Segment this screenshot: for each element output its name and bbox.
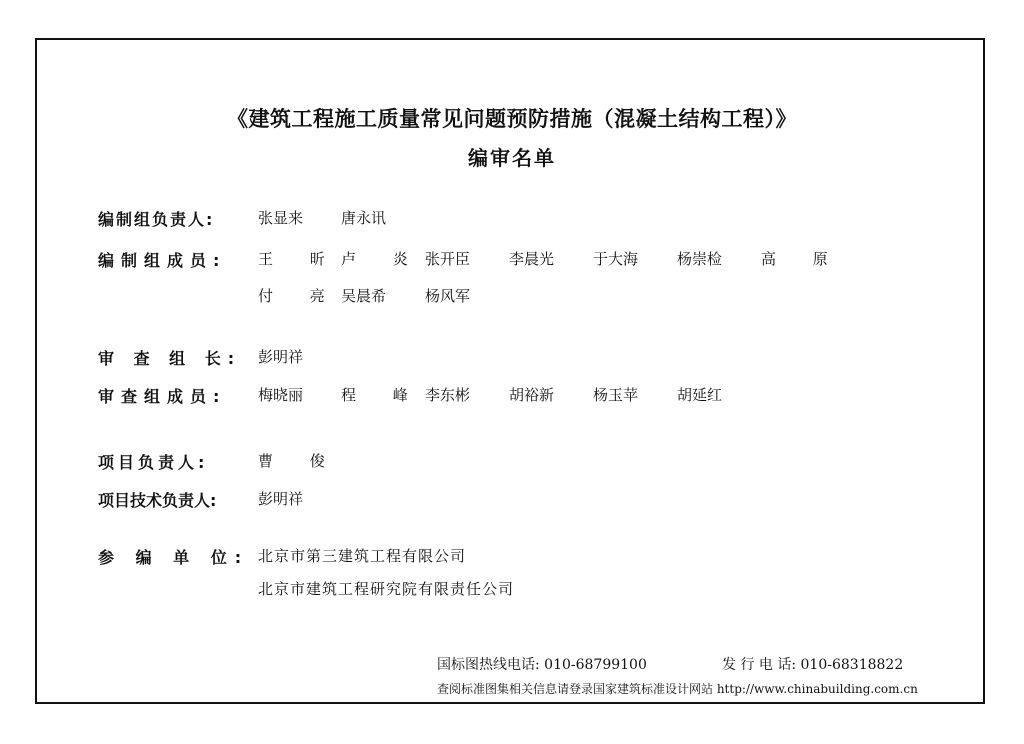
hotline-phone: 国标图热线电话: 010-68799100: [437, 657, 647, 673]
label-compile-leader: 编制组负责人:: [98, 210, 215, 229]
participant-org: 北京市建筑工程研究院有限责任公司: [258, 580, 515, 598]
person-name: 卢 炎: [341, 250, 424, 268]
document-subtitle: 编审名单: [468, 146, 556, 170]
person-name: 梅晓丽: [258, 386, 304, 404]
document-title: 《建筑工程施工质量常见问题预防措施（混凝土结构工程）》: [227, 107, 797, 131]
person-name: 吴晨希: [341, 287, 387, 305]
label-project-leader: 项目负责人:: [98, 453, 209, 472]
person-name: 唐永讯: [341, 209, 387, 227]
person-name: 高 原: [761, 250, 844, 268]
person-name: 杨玉苹: [593, 386, 639, 404]
person-name: 曹 俊: [258, 452, 341, 470]
person-name: 杨崇检: [677, 250, 723, 268]
label-compile-members: 编制组成员:: [98, 251, 227, 270]
person-name: 彭明祥: [258, 490, 304, 508]
person-name: 彭明祥: [258, 348, 304, 366]
person-name: 胡裕新: [509, 386, 555, 404]
person-name: 李东彬: [425, 386, 471, 404]
participant-org: 北京市第三建筑工程有限公司: [258, 547, 467, 565]
person-name: 程 峰: [341, 386, 424, 404]
person-name: 付 亮: [258, 287, 341, 305]
distribution-phone: 发 行 电 话: 010-68318822: [722, 657, 904, 673]
label-review-members: 审查组成员:: [98, 387, 227, 406]
person-name: 张显来: [258, 209, 304, 227]
label-project-tech-leader: 项目技术负责人:: [98, 491, 217, 510]
page-border: [35, 38, 985, 704]
person-name: 李晨光: [509, 250, 555, 268]
person-name: 张开臣: [425, 250, 471, 268]
person-name: 王 昕: [258, 250, 341, 268]
label-participants: 参 编 单 位:: [98, 548, 250, 567]
label-review-leader: 审 查 组 长:: [98, 349, 242, 368]
person-name: 杨风军: [425, 287, 471, 305]
person-name: 于大海: [593, 250, 639, 268]
website-note: 查阅标准图集相关信息请登录国家建筑标准设计网站 http://www.chinabuilding.com.cn: [437, 682, 918, 696]
person-name: 胡延红: [677, 386, 723, 404]
